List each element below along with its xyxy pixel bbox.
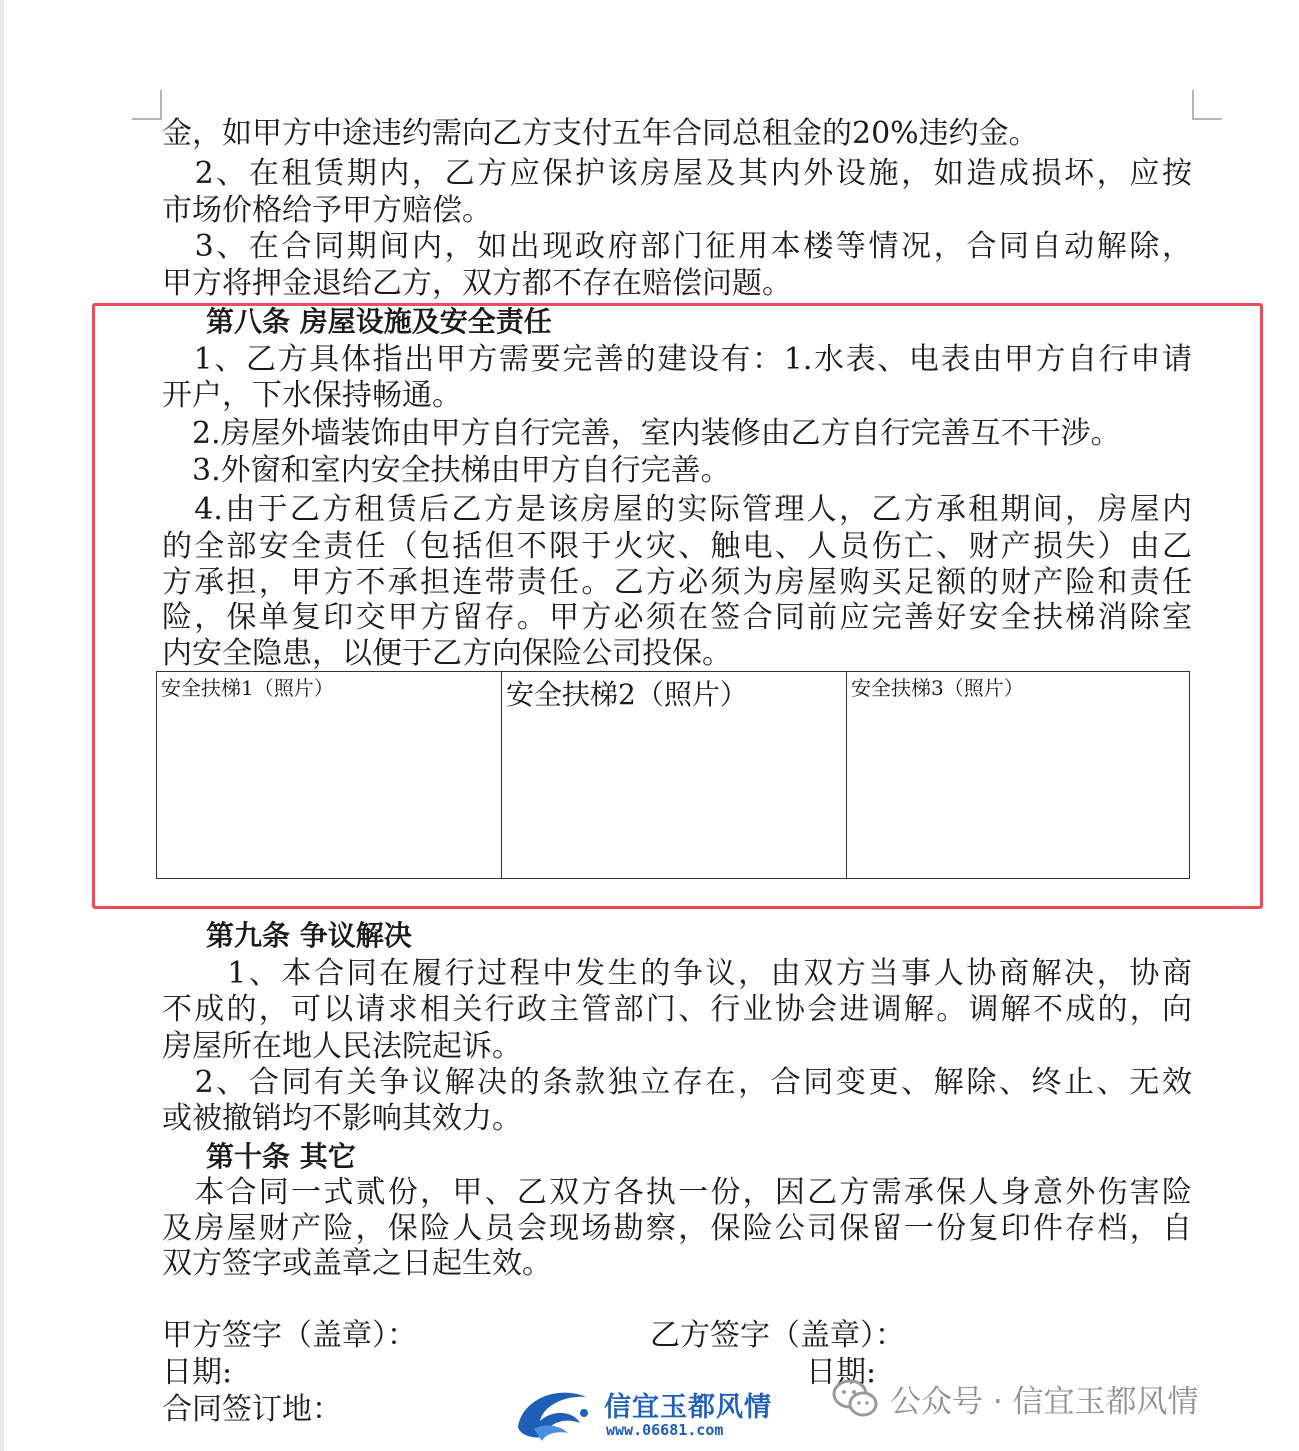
photo-cell-1 <box>157 672 501 878</box>
text-line: 不成的，可以请求相关行政主管部门、行业协会进调解。调解不成的，向 <box>162 992 1192 1027</box>
wave-logo-icon <box>514 1383 604 1445</box>
logo-url: www.06681.com <box>606 1421 724 1439</box>
party-b-signature: 乙方签字（盖章）： <box>650 1318 905 1353</box>
text-line: 1、本合同在履行过程中发生的争议，由双方当事人协商解决，协商 <box>162 956 1192 991</box>
text-line: 内安全隐患，以便于乙方向保险公司投保。 <box>162 636 732 671</box>
photo-cell-label: 安全扶梯3（照片） <box>851 676 1024 700</box>
crop-mark-top-left <box>132 90 162 120</box>
text-line: 2、在租赁期内，乙方应保护该房屋及其内外设施，如造成损坏，应按 <box>162 156 1192 191</box>
article-9-heading: 第九条 争议解决 <box>206 919 412 952</box>
crop-mark-top-right <box>1192 90 1222 120</box>
wechat-watermark <box>832 1376 1199 1420</box>
text-line: 市场价格给予甲方赔偿。 <box>162 193 492 228</box>
text-line: 3.外窗和室内安全扶梯由甲方自行完善。 <box>162 453 731 488</box>
text-line: 3、在合同期间内，如出现政府部门征用本楼等情况，合同自动解除， <box>162 229 1192 264</box>
logo-name: 信宜玉都风情 <box>604 1392 772 1423</box>
text-line: 甲方将押金退给乙方，双方都不存在赔偿问题。 <box>162 266 792 301</box>
text-line: 及房屋财产险，保险人员会现场勘察，保险公司保留一份复印件存档，自 <box>162 1211 1192 1246</box>
wechat-text: 公众号 · 信宜玉都风情 <box>890 1383 1199 1420</box>
party-a-signature: 甲方签字（盖章）： <box>162 1318 417 1353</box>
article-8-heading: 第八条 房屋设施及安全责任 <box>206 305 552 338</box>
text-line: 方承担，甲方不承担连带责任。乙方必须为房屋购买足额的财产险和责任 <box>162 565 1192 600</box>
site-logo <box>514 1383 789 1445</box>
wechat-icon <box>832 1378 878 1418</box>
text-line: 4.由于乙方租赁后乙方是该房屋的实际管理人，乙方承租期间，房屋内 <box>162 492 1192 527</box>
photo-table <box>156 671 1190 879</box>
text-line: 2.房屋外墙装饰由甲方自行完善，室内装修由乙方自行完善互不干涉。 <box>162 416 1121 451</box>
text-line: 1、乙方具体指出甲方需要完善的建设有：1.水表、电表由甲方自行申请 <box>162 342 1192 377</box>
photo-cell-label: 安全扶梯1（照片） <box>161 676 334 700</box>
party-b-date: 日期: <box>806 1355 877 1390</box>
contract-place: 合同签订地： <box>162 1392 342 1427</box>
text-line: 双方签字或盖章之日起生效。 <box>162 1246 552 1281</box>
text-line: 的全部安全责任（包括但不限于火灾、触电、人员伤亡、财产损失）由乙 <box>162 529 1192 564</box>
party-a-date: 日期: <box>162 1355 233 1390</box>
text-line: 开户，下水保持畅通。 <box>162 378 462 413</box>
text-line: 险，保单复印交甲方留存。甲方必须在签合同前应完善好安全扶梯消除室 <box>162 600 1192 635</box>
text-line: 本合同一式贰份，甲、乙双方各执一份，因乙方需承保人身意外伤害险 <box>162 1175 1192 1210</box>
page-edge <box>0 0 4 1451</box>
text-line: 房屋所在地人民法院起诉。 <box>162 1029 522 1064</box>
photo-cell-label: 安全扶梯2（照片） <box>506 678 748 711</box>
photo-cell-2 <box>501 672 846 878</box>
text-line: 2、合同有关争议解决的条款独立存在，合同变更、解除、终止、无效 <box>162 1065 1192 1100</box>
text-line: 金，如甲方中途违约需向乙方支付五年合同总租金的20%违约金。 <box>162 116 1039 151</box>
photo-cell-3 <box>846 672 1189 878</box>
article-10-heading: 第十条 其它 <box>206 1140 356 1173</box>
text-line: 或被撤销均不影响其效力。 <box>162 1101 522 1136</box>
